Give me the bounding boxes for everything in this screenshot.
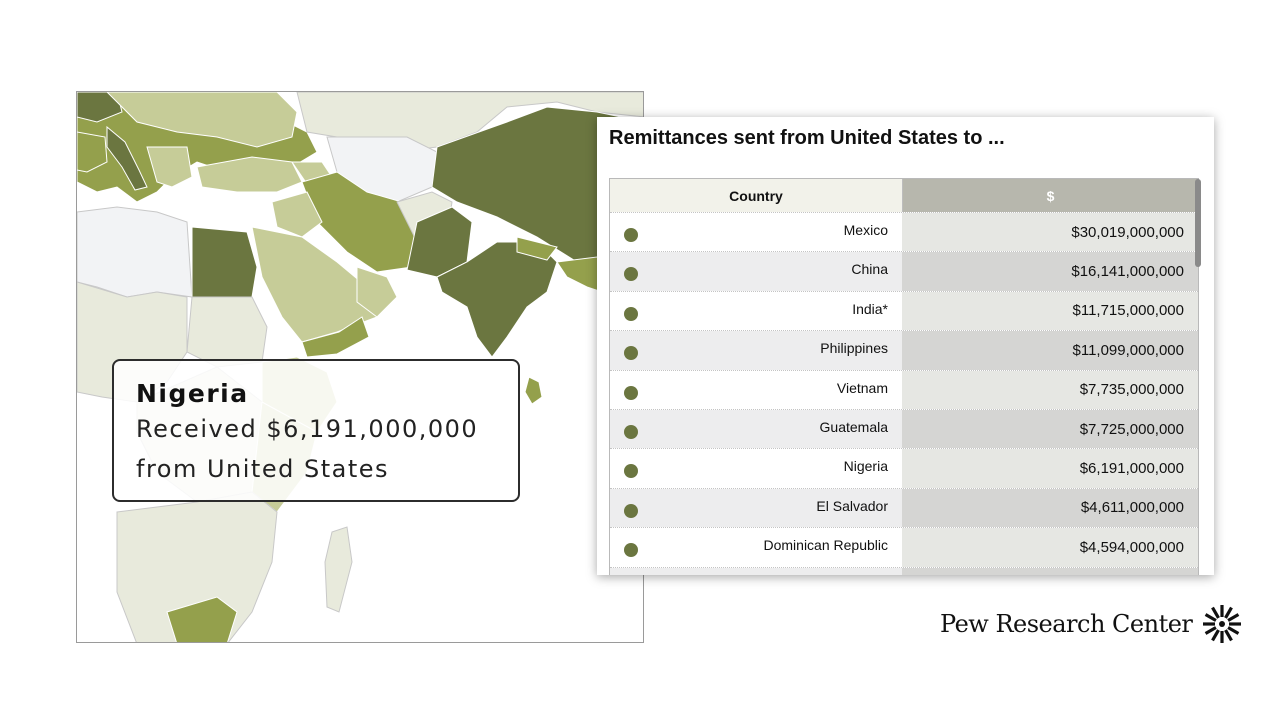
table-scrollbar[interactable] [1195,179,1201,267]
row-dot-icon [624,228,638,242]
row-amount: $11,715,000,000 [902,292,1198,330]
table-row[interactable] [610,330,1198,369]
table-row[interactable] [610,488,1198,527]
tooltip-source-line: from United States [136,455,389,483]
row-amount: $4,594,000,000 [902,528,1198,566]
table-row[interactable] [610,409,1198,448]
row-dot-icon [624,307,638,321]
row-dot-icon [624,425,638,439]
row-amount: $6,191,000,000 [902,449,1198,487]
row-country: Philippines [820,340,888,357]
row-amount: $11,099,000,000 [902,331,1198,369]
pew-branding [940,604,1242,644]
row-dot-icon [624,267,638,281]
row-country: Vietnam [836,379,888,396]
column-header-country[interactable]: Country [610,179,903,212]
row-amount: $7,725,000,000 [902,410,1198,448]
pew-sunburst-logo-icon [1202,604,1242,644]
table-row[interactable] [610,370,1198,409]
table-row[interactable] [610,212,1198,251]
tooltip-received-line: Received $6,191,000,000 [136,415,479,443]
brand-name: Pew Research Center [940,610,1193,638]
map-tooltip [112,359,520,502]
row-amount: $30,019,000,000 [902,213,1198,251]
row-dot-icon [624,346,638,360]
row-country: India* [852,300,888,317]
column-header-amount[interactable]: $ [903,179,1198,212]
row-country: Mexico [843,222,888,238]
remittance-table [609,178,1199,575]
row-country: Dominican Republic [763,537,888,554]
row-country: Guatemala [819,418,888,435]
table-header [610,179,1198,212]
table-row[interactable] [610,527,1198,566]
row-country: China [851,261,888,278]
row-dot-icon [624,543,638,557]
sudan-region [187,297,267,367]
table-title: Remittances sent from United States to ... [609,127,1005,149]
row-country: El Salvador [816,497,888,514]
egypt-region [192,227,257,297]
north-africa-region [77,207,192,297]
table-row[interactable] [610,251,1198,290]
remittance-table-card [597,117,1214,575]
table-row[interactable] [610,291,1198,330]
tooltip-country: Nigeria [136,379,249,408]
row-country: Nigeria [843,458,888,475]
row-dot-icon [624,464,638,478]
table-row[interactable] [610,448,1198,487]
row-dot-icon [624,504,638,518]
row-amount: $7,735,000,000 [902,371,1198,409]
row-amount: $4,611,000,000 [902,489,1198,527]
row-amount: $16,141,000,000 [902,252,1198,290]
row-dot-icon [624,386,638,400]
table-row-partial[interactable] [610,567,1198,575]
